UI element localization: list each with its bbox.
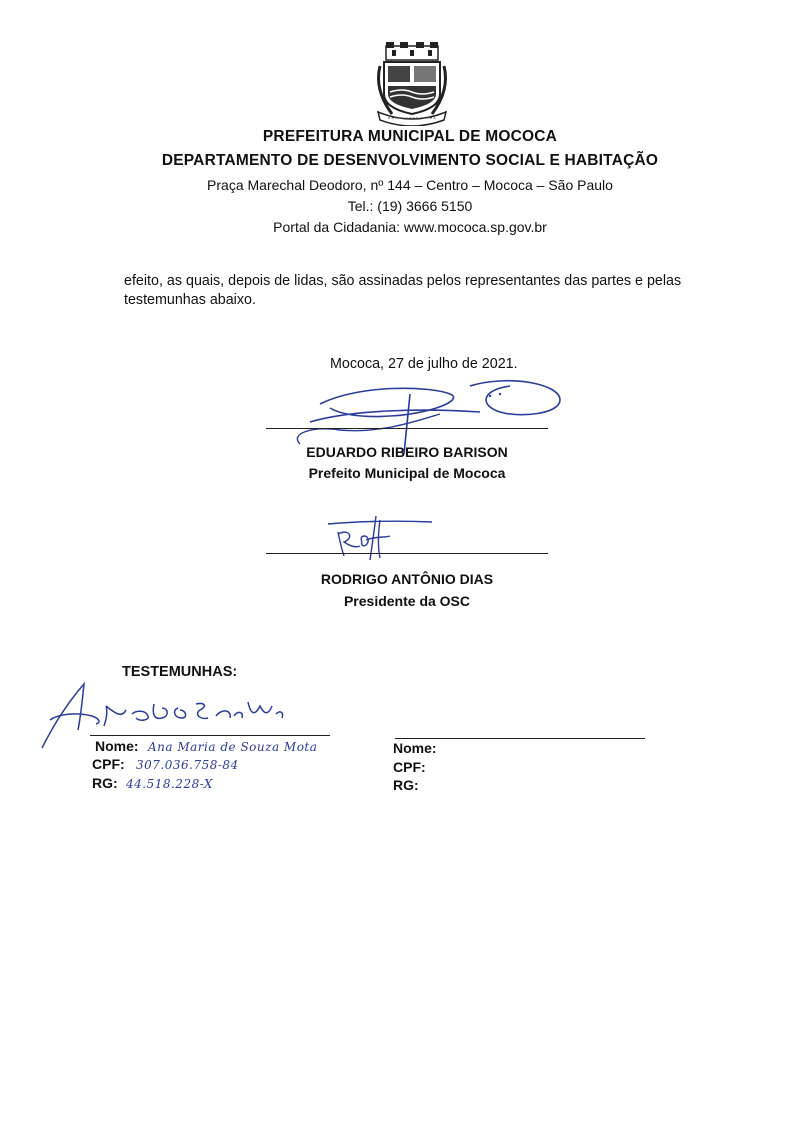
witness1-cpf-label: CPF: xyxy=(92,756,125,772)
header-phone: Tel.: (19) 3666 5150 xyxy=(347,198,473,214)
osc-president-role: Presidente da OSC xyxy=(343,593,471,609)
header-institution: PREFEITURA MUNICIPAL DE MOCOCA xyxy=(262,128,558,145)
body-paragraph: efeito, as quais, depois de lidas, são assinadas pelos representantes das partes e pelas testemunhas abaixo. xyxy=(124,273,682,308)
header-portal: Portal da Cidadania: www.mococa.sp.gov.br xyxy=(273,219,547,235)
witness1-cpf-value: 307.036.758-84 xyxy=(136,758,239,772)
witness1-name-label: Nome: xyxy=(95,738,139,754)
witness2-cpf-label: CPF: xyxy=(393,759,426,775)
witnesses-title: TESTEMUNHAS: xyxy=(122,664,238,680)
mayor-signature-line xyxy=(266,428,548,429)
witness2-rg-label: RG: xyxy=(393,777,419,793)
mayor-name: EDUARDO RIBEIRO BARISON xyxy=(306,444,508,460)
witness2-signature-line xyxy=(395,738,645,739)
coat-of-arms-icon xyxy=(372,42,452,126)
osc-president-signature-icon xyxy=(320,512,440,562)
witness1-rg-label: RG: xyxy=(92,775,118,791)
witness1-rg-value: 44.518.228-X xyxy=(126,777,213,791)
mayor-role: Prefeito Municipal de Mococa xyxy=(308,465,506,481)
header-department: DEPARTAMENTO DE DESENVOLVIMENTO SOCIAL E HABITAÇÃO xyxy=(161,152,659,169)
witness1-signature-line xyxy=(90,735,330,736)
witness2-name-label: Nome: xyxy=(393,740,437,756)
osc-president-name: RODRIGO ANTÔNIO DIAS xyxy=(320,571,494,587)
witness1-name-value: Ana Maria de Souza Mota xyxy=(148,740,318,754)
osc-president-signature-line xyxy=(266,553,548,554)
document-date: Mococa, 27 de julho de 2021. xyxy=(330,356,518,372)
mayor-signature-icon xyxy=(280,374,570,454)
header-address: Praça Marechal Deodoro, nº 144 – Centro – Mococa – São Paulo xyxy=(207,177,613,193)
